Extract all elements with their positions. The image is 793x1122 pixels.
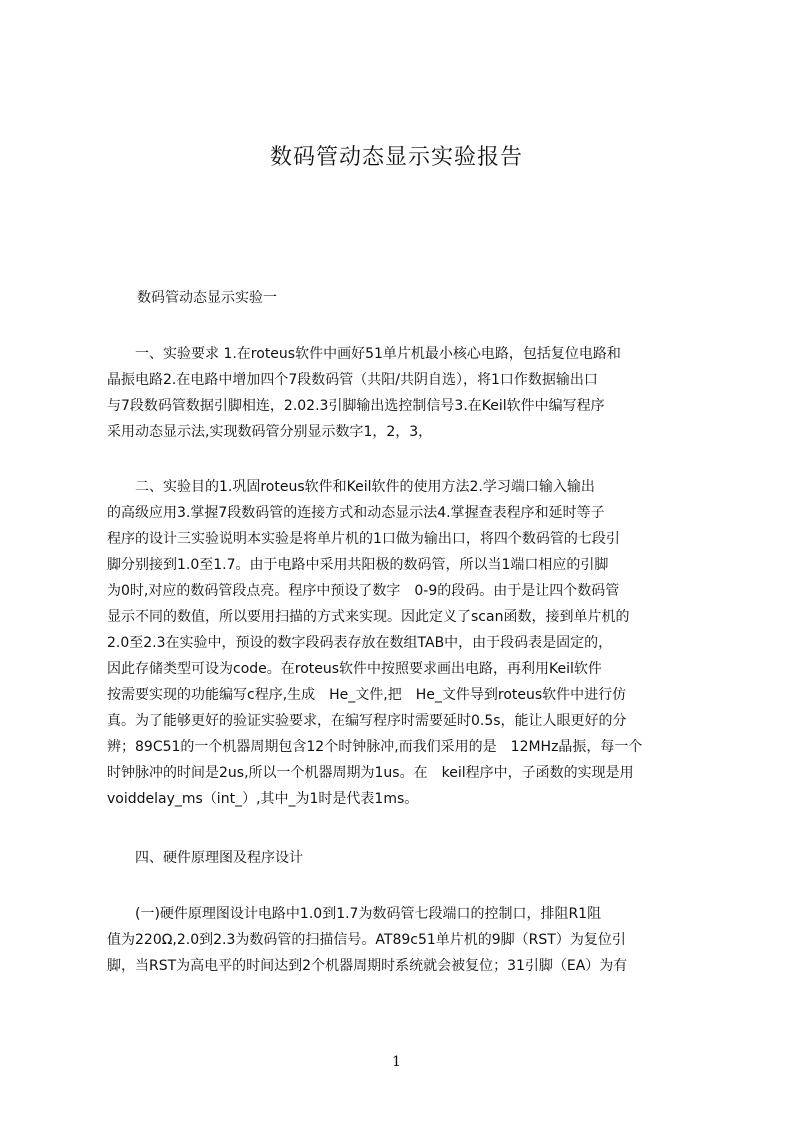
page-title: 数码管动态显示实验报告 (269, 145, 523, 170)
text-line: 按需要实现的功能编写c程序,生成 He_文件,把 He_文件导到roteus软件中进行仿 (107, 687, 627, 703)
text-line: 为0时,对应的数码管段点亮。程序中预设了数字 0-9的段码。由于是让四个数码管 (107, 583, 620, 599)
text-line: 值为220Ω,2.0到2.3为数码管的扫描信号。AT89c51单片机的9脚（RST）为复位引 (107, 932, 626, 948)
section-heading: 四、硬件原理图及程序设计 (107, 850, 303, 866)
text-line: 采用动态显示法,实现数码管分别显示数字1，2，3， (107, 424, 433, 440)
text-line: 真。为了能够更好的验证实验要求，在编写程序时需要延时0.5s，能让人眼更好的分 (107, 713, 627, 729)
text-line: 因此存储类型可设为code。在roteus软件中按照要求画出电路，再利用Keil软件 (107, 661, 602, 677)
text-line: 脚分别接到1.0至1.7。由于电路中采用共阳极的数码管，所以当1端口相应的引脚 (107, 557, 609, 573)
text-line: 显示不同的数值，所以要用扫描的方式来实现。因此定义了scan函数，接到单片机的 (107, 609, 630, 625)
text-line: 二、实验目的1.巩固roteus软件和Keil软件的使用方法2.学习端口输入输出 (107, 479, 595, 495)
text-line: 辨；89C51的一个机器周期包含12个时钟脉冲,而我们采用的是 12MHz晶振，每一个 (107, 739, 643, 755)
text-line: 时钟脉冲的时间是2us,所以一个机器周期为1us。在 keil程序中，子函数的实现是用 (107, 765, 634, 781)
text-line: (一)硬件原理图设计电路中1.0到1.7为数码管七段端口的控制口，排阻R1阻 (107, 906, 602, 922)
text-line: voiddelay_ms（int_）,其中_为1时是代表1ms。 (107, 791, 419, 807)
text-line: 2.0至2.3在实验中，预设的数字段码表存放在数组TAB中，由于段码表是固定的， (107, 635, 613, 651)
text-line: 的高级应用3.掌握7段数码管的连接方式和动态显示法4.掌握查表程序和延时等子 (107, 505, 605, 521)
text-line: 一、实验要求 1.在roteus软件中画好51单片机最小核心电路，包括复位电路和 (107, 346, 621, 362)
text-line: 晶振电路2.在电路中增加四个7段数码管（共阳/共阴自选），将1口作数据输出口 (107, 372, 598, 388)
text-line: 与7段数码管数据引脚相连，2.02.3引脚输出选控制信号3.在Keil软件中编写程序 (107, 398, 605, 414)
page-number: 1 (392, 1054, 401, 1070)
experiment-subtitle: 数码管动态显示实验一 (137, 290, 277, 306)
text-line: 程序的设计三实验说明本实验是将单片机的1口做为输出口，将四个数码管的七段引 (107, 531, 620, 547)
text-line: 脚，当RST为高电平的时间达到2个机器周期时系统就会被复位；31引脚（EA）为有 (107, 958, 628, 974)
